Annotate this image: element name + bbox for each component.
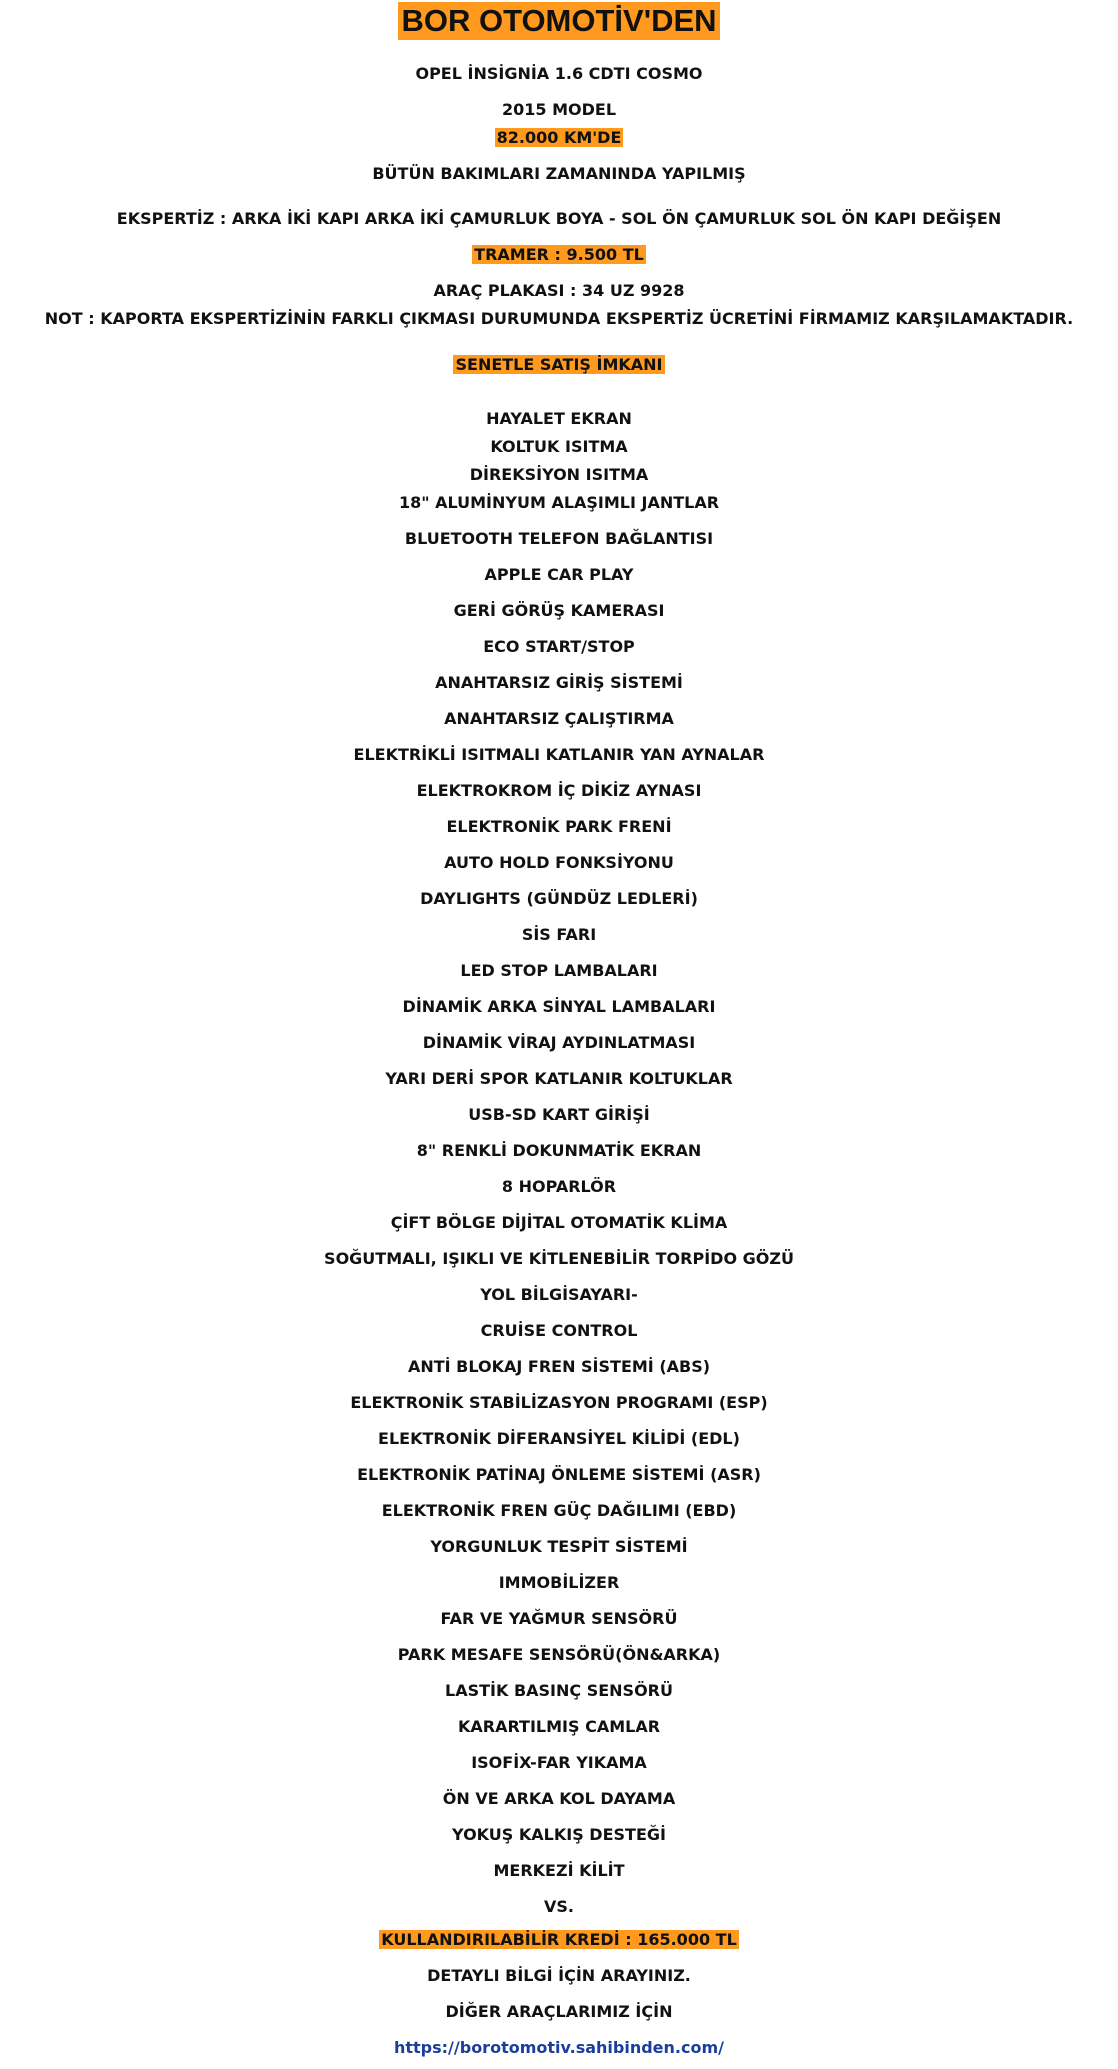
- feature-item: [0, 673, 1118, 693]
- header-line: [0, 309, 1118, 329]
- feature-item: [0, 493, 1118, 513]
- feature-item: [0, 1753, 1118, 1773]
- info-line: [0, 1966, 1118, 1986]
- feature-item: [0, 1609, 1118, 1629]
- header-text: ARAÇ PLAKASI : 34 UZ 9928: [433, 281, 685, 300]
- feature-text: ANTİ BLOKAJ FREN SİSTEMİ (ABS): [407, 1357, 711, 1376]
- feature-text: VS.: [544, 1897, 574, 1916]
- feature-item: [0, 745, 1118, 765]
- header-line: [0, 209, 1118, 229]
- feature-item: [0, 1717, 1118, 1737]
- header-text: BÜTÜN BAKIMLARI ZAMANINDA YAPILMIŞ: [372, 164, 746, 183]
- header-line: [0, 64, 1118, 84]
- feature-text: 18" ALUMİNYUM ALAŞIMLI JANTLAR: [398, 493, 720, 512]
- highlighted-text: SENETLE SATIŞ İMKANI: [455, 355, 663, 374]
- header-text: 2015 MODEL: [501, 100, 617, 119]
- feature-item: [0, 1069, 1118, 1089]
- feature-text: ELEKTRONİK STABİLİZASYON PROGRAMI (ESP): [350, 1393, 768, 1412]
- feature-item: [0, 1285, 1118, 1305]
- feature-item: [0, 637, 1118, 657]
- feature-text: CRUİSE CONTROL: [480, 1321, 638, 1340]
- feature-text: YORGUNLUK TESPİT SİSTEMİ: [430, 1537, 688, 1556]
- credit-text: KULLANDIRILABİLİR KREDİ : 165.000 TL: [381, 1930, 737, 1949]
- feature-text: ISOFİX-FAR YIKAMA: [471, 1753, 647, 1772]
- dealer-title: BOR OTOMOTİV'DEN: [398, 2, 719, 40]
- info-text: DETAYLI BİLGİ İÇİN ARAYINIZ.: [427, 1966, 691, 1985]
- header-line: [0, 281, 1118, 301]
- feature-text: YOL BİLGİSAYARI-: [480, 1285, 638, 1304]
- feature-text: SOĞUTMALI, IŞIKLI VE KİTLENEBİLİR TORPİDO GÖZÜ: [324, 1249, 794, 1268]
- feature-text: FAR VE YAĞMUR SENSÖRÜ: [440, 1609, 678, 1628]
- feature-item: [0, 409, 1118, 429]
- feature-item: [0, 1357, 1118, 1377]
- feature-item: [0, 1645, 1118, 1665]
- feature-item: [0, 1321, 1118, 1341]
- feature-item: [0, 1393, 1118, 1413]
- feature-item: [0, 1573, 1118, 1593]
- feature-text: DİNAMİK VİRAJ AYDINLATMASI: [422, 1033, 696, 1052]
- feature-item: [0, 529, 1118, 549]
- feature-text: ELEKTRONİK PATİNAJ ÖNLEME SİSTEMİ (ASR): [357, 1465, 761, 1484]
- feature-text: ANAHTARSIZ ÇALIŞTIRMA: [444, 709, 674, 728]
- title-block: [0, 0, 1118, 40]
- feature-text: KARARTILMIŞ CAMLAR: [457, 1717, 661, 1736]
- feature-text: DİREKSİYON ISITMA: [469, 465, 649, 484]
- feature-item: [0, 1789, 1118, 1809]
- feature-item: [0, 465, 1118, 485]
- highlighted-text: TRAMER : 9.500 TL: [474, 245, 644, 264]
- feature-item: [0, 853, 1118, 873]
- feature-text: MERKEZİ KİLİT: [493, 1861, 625, 1880]
- feature-item: [0, 781, 1118, 801]
- header-line: [0, 245, 1118, 265]
- other-cars-text: DİĞER ARAÇLARIMIZ İÇİN: [445, 2002, 673, 2021]
- feature-item: [0, 925, 1118, 945]
- feature-item: [0, 961, 1118, 981]
- header-line: [0, 164, 1118, 184]
- feature-item: [0, 1249, 1118, 1269]
- header-line: [0, 355, 1118, 375]
- feature-item: [0, 1681, 1118, 1701]
- feature-text: DİNAMİK ARKA SİNYAL LAMBALARI: [402, 997, 716, 1016]
- feature-text: LED STOP LAMBALARI: [460, 961, 658, 980]
- feature-text: HAYALET EKRAN: [486, 409, 632, 428]
- feature-text: ELEKTRONİK DİFERANSİYEL KİLİDİ (EDL): [378, 1429, 740, 1448]
- feature-item: [0, 1141, 1118, 1161]
- feature-item: [0, 1897, 1118, 1917]
- link-line: [0, 2038, 1118, 2058]
- header-line: [0, 128, 1118, 148]
- feature-text: YARI DERİ SPOR KATLANIR KOLTUKLAR: [385, 1069, 733, 1088]
- feature-item: [0, 601, 1118, 621]
- feature-item: [0, 1501, 1118, 1521]
- feature-text: KOLTUK ISITMA: [490, 437, 628, 456]
- header-text: OPEL İNSİGNİA 1.6 CDTI COSMO: [415, 64, 703, 83]
- feature-item: [0, 1861, 1118, 1881]
- feature-text: 8" RENKLİ DOKUNMATİK EKRAN: [416, 1141, 702, 1160]
- feature-text: YOKUŞ KALKIŞ DESTEĞİ: [452, 1825, 666, 1844]
- feature-text: ELEKTRİKLİ ISITMALI KATLANIR YAN AYNALAR: [353, 745, 765, 764]
- feature-item: [0, 1537, 1118, 1557]
- feature-text: SİS FARI: [521, 925, 597, 944]
- highlighted-text: 82.000 KM'DE: [496, 128, 622, 147]
- feature-text: AUTO HOLD FONKSİYONU: [444, 853, 674, 872]
- feature-text: APPLE CAR PLAY: [484, 565, 634, 584]
- feature-text: DAYLIGHTS (GÜNDÜZ LEDLERİ): [420, 889, 698, 908]
- feature-text: ELEKTRONİK FREN GÜÇ DAĞILIMI (EBD): [381, 1501, 737, 1520]
- feature-item: [0, 1177, 1118, 1197]
- feature-text: GERİ GÖRÜŞ KAMERASI: [453, 601, 665, 620]
- feature-item: [0, 1465, 1118, 1485]
- feature-item: [0, 437, 1118, 457]
- feature-item: [0, 1429, 1118, 1449]
- feature-text: PARK MESAFE SENSÖRÜ(ÖN&ARKA): [397, 1645, 721, 1664]
- credit-line: [0, 1930, 1118, 1950]
- feature-text: USB-SD KART GİRİŞİ: [468, 1105, 650, 1124]
- feature-item: [0, 1105, 1118, 1125]
- feature-text: IMMOBİLİZER: [498, 1573, 620, 1592]
- feature-item: [0, 1825, 1118, 1845]
- feature-text: ÖN VE ARKA KOL DAYAMA: [442, 1789, 676, 1808]
- feature-text: ÇİFT BÖLGE DİJİTAL OTOMATİK KLİMA: [390, 1213, 728, 1232]
- feature-text: ANAHTARSIZ GİRİŞ SİSTEMİ: [435, 673, 683, 692]
- feature-text: ECO START/STOP: [483, 637, 635, 656]
- dealer-link[interactable]: https://borotomotiv.sahibinden.com/: [393, 2038, 724, 2057]
- feature-text: ELEKTROKROM İÇ DİKİZ AYNASI: [416, 781, 702, 800]
- feature-text: ELEKTRONİK PARK FRENİ: [446, 817, 672, 836]
- other-cars-line: [0, 2002, 1118, 2022]
- feature-item: [0, 817, 1118, 837]
- feature-text: 8 HOPARLÖR: [501, 1177, 617, 1196]
- header-line: [0, 100, 1118, 120]
- feature-item: [0, 709, 1118, 729]
- header-text: NOT : KAPORTA EKSPERTİZİNİN FARKLI ÇIKMASI DURUMUNDA EKSPERTİZ ÜCRETİNİ FİRMAMIZ KARŞILAMAKTADIR.: [44, 309, 1074, 328]
- header-text: EKSPERTİZ : ARKA İKİ KAPI ARKA İKİ ÇAMURLUK BOYA - SOL ÖN ÇAMURLUK SOL ÖN KAPI DEĞİŞEN: [116, 209, 1002, 228]
- feature-item: [0, 565, 1118, 585]
- feature-item: [0, 889, 1118, 909]
- feature-item: [0, 1213, 1118, 1233]
- feature-item: [0, 997, 1118, 1017]
- feature-item: [0, 1033, 1118, 1053]
- feature-text: BLUETOOTH TELEFON BAĞLANTISI: [404, 529, 714, 548]
- feature-text: LASTİK BASINÇ SENSÖRÜ: [445, 1681, 673, 1700]
